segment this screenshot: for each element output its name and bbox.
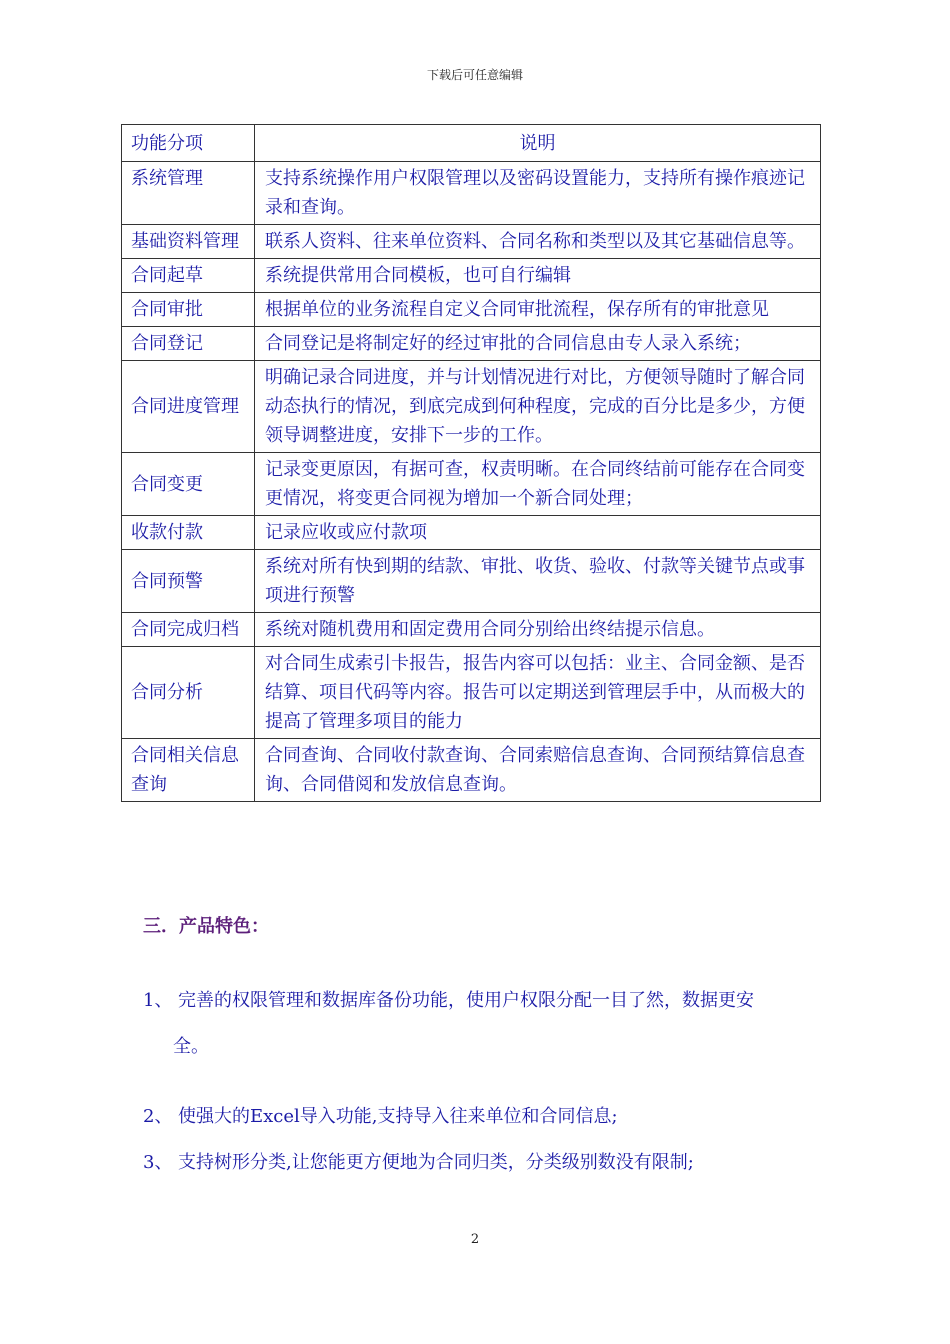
- function-name: 合同完成归档: [122, 613, 255, 647]
- function-description: 根据单位的业务流程自定义合同审批流程，保存所有的审批意见: [255, 293, 821, 327]
- feature-item: [143, 978, 803, 1024]
- table-row: [122, 613, 821, 647]
- table-row: [122, 327, 821, 361]
- function-description: 合同登记是将制定好的经过审批的合同信息由专人录入系统；: [255, 327, 821, 361]
- table-row: [122, 225, 821, 259]
- table-row: [122, 453, 821, 516]
- product-features-section: [143, 912, 803, 1186]
- function-description: 联系人资料、往来单位资料、合同名称和类型以及其它基础信息等。: [255, 225, 821, 259]
- table-row: [122, 361, 821, 453]
- function-description: 对合同生成索引卡报告，报告内容可以包括：业主、合同金额、是否结算、项目代码等内容。报告可以定期送到管理层手中，从而极大的提高了管理多项目的能力: [255, 647, 821, 739]
- function-name: 合同分析: [122, 647, 255, 739]
- table-header-row: [122, 125, 821, 162]
- function-description: 支持系统操作用户权限管理以及密码设置能力，支持所有操作痕迹记录和查询。: [255, 162, 821, 225]
- table-row: [122, 516, 821, 550]
- function-description: 系统对所有快到期的结款、审批、收货、验收、付款等关键节点或事项进行预警: [255, 550, 821, 613]
- function-description: 系统对随机费用和固定费用合同分别给出终结提示信息。: [255, 613, 821, 647]
- feature-text-continuation: 全。: [173, 1036, 209, 1057]
- function-name: 合同预警: [122, 550, 255, 613]
- function-name: 合同起草: [122, 259, 255, 293]
- function-description: 合同查询、合同收付款查询、合同索赔信息查询、合同预结算信息查询、合同借阅和发放信息查询。: [255, 739, 821, 802]
- column-header-function: 功能分项: [122, 125, 255, 162]
- table-row: [122, 647, 821, 739]
- function-name: 合同登记: [122, 327, 255, 361]
- function-description: 系统提供常用合同模板，也可自行编辑: [255, 259, 821, 293]
- feature-text: 完善的权限管理和数据库备份功能，使用户权限分配一目了然，数据更安: [178, 990, 754, 1011]
- function-description: 明确记录合同进度，并与计划情况进行对比，方便领导随时了解合同动态执行的情况，到底完成到何种程度，完成的百分比是多少，方便领导调整进度，安排下一步的工作。: [255, 361, 821, 453]
- feature-number: 1、: [143, 990, 173, 1011]
- feature-number: 2、: [143, 1106, 173, 1127]
- feature-number: 3、: [143, 1152, 173, 1173]
- function-name: 合同相关信息查询: [122, 739, 255, 802]
- table-row: [122, 739, 821, 802]
- column-header-description: 说明: [255, 125, 821, 162]
- table-row: [122, 293, 821, 327]
- function-name: 合同进度管理: [122, 361, 255, 453]
- table-row: [122, 259, 821, 293]
- function-name: 合同变更: [122, 453, 255, 516]
- function-name: 收款付款: [122, 516, 255, 550]
- feature-item: [143, 1094, 803, 1140]
- page-number: 2: [470, 1232, 480, 1247]
- table-row: [122, 162, 821, 225]
- function-name: 合同审批: [122, 293, 255, 327]
- table-row: [122, 550, 821, 613]
- function-name: 系统管理: [122, 162, 255, 225]
- feature-item: [143, 1140, 803, 1186]
- page-header: 下载后可任意编辑: [426, 68, 523, 82]
- function-description: 记录应收或应付款项: [255, 516, 821, 550]
- function-table: [121, 124, 821, 802]
- function-description: 记录变更原因，有据可查，权责明晰。在合同终结前可能存在合同变更情况，将变更合同视为增加一个新合同处理；: [255, 453, 821, 516]
- feature-text: 使强大的Excel导入功能,支持导入往来单位和合同信息;: [178, 1106, 618, 1127]
- function-name: 基础资料管理: [122, 225, 255, 259]
- section-heading: 三．产品特色：: [143, 916, 269, 937]
- feature-text: 支持树形分类,让您能更方便地为合同归类，分类级别数没有限制;: [178, 1152, 694, 1173]
